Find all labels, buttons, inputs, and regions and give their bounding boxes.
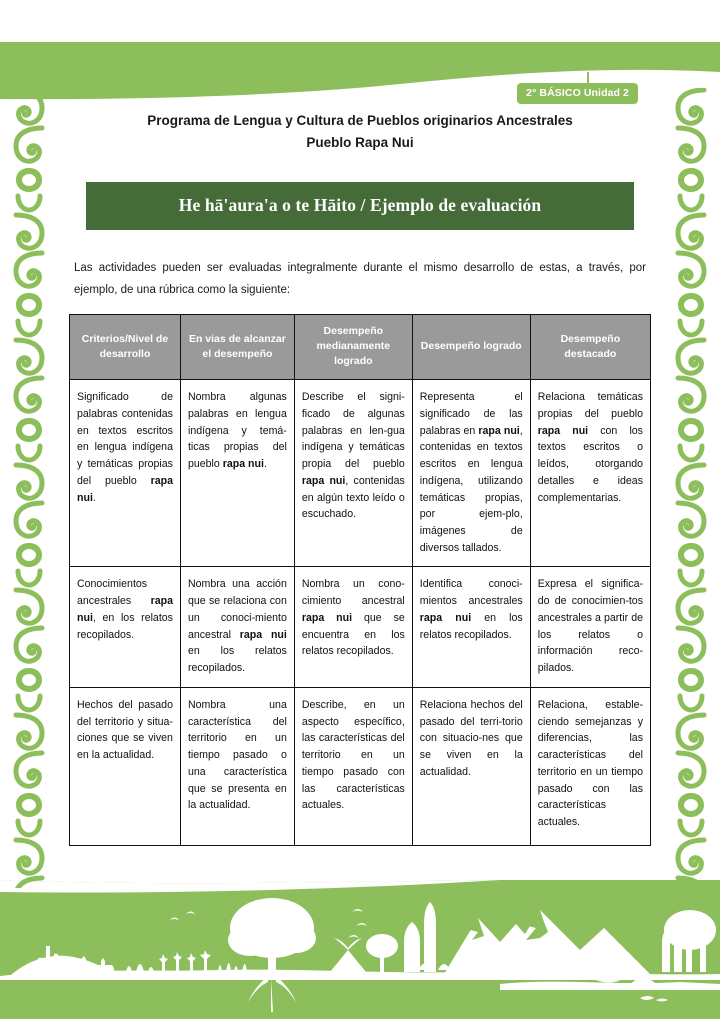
cell-medianamente: Describe, en un aspecto específico, las características del territorio en un tiempo pasado con las características actuales. — [294, 687, 412, 845]
column-header-medianamente: Desempeño medianamente logrado — [294, 315, 412, 380]
column-header-criterios: Criterios/Nivel de desarrollo — [70, 315, 181, 380]
column-header-en-vias: En vias de alcanzar el desempeño — [180, 315, 294, 380]
cell-logrado: Relaciona hechos del pasado del terri-torio con situacio-nes que se viven en la actualidad. — [412, 687, 530, 845]
section-banner: He hā'aura'a o te Hāito / Ejemplo de evaluación — [86, 182, 634, 230]
cell-en-vias: Nombra una característica del territorio en un tiempo pasado o una característica que se presenta en la actualidad. — [180, 687, 294, 845]
table-row — [70, 687, 651, 845]
rubric-table-wrapper — [69, 314, 651, 845]
cell-criterio: Conocimientos ancestrales rapa nui, en los relatos recopilados. — [70, 567, 181, 687]
intro-paragraph: Las actividades pueden ser evaluadas integralmente durante el mismo desarrollo de estas, a través, por ejemplo, de una rúbrica como la siguiente: — [74, 261, 646, 296]
rubric-table — [69, 314, 651, 845]
cell-destacado: Relaciona temáticas propias del pueblo rapa nui con los textos escritos o leídos, otorgando detalles e ideas complementarias. — [530, 380, 650, 567]
cell-criterio: Hechos del pasado del territorio y situa-ciones que se viven en la actualidad. — [70, 687, 181, 845]
column-header-destacado: Desempeño destacado — [530, 315, 650, 380]
document-title — [60, 110, 660, 155]
cell-destacado: Expresa el significa-do de conocimien-tos ancestrales a partir de los relatos o información reco-pilados. — [530, 567, 650, 687]
right-decorative-border — [674, 88, 708, 888]
cell-logrado: Representa el significado de las palabras en rapa nui, contenidas en textos escritos en lengua indígena, utilizando temáticas propias, por ejem-plo, imágenes de diversos tallados. — [412, 380, 530, 567]
left-decorative-border — [12, 88, 46, 888]
cell-logrado: Identifica conoci-mientos ancestrales rapa nui en los relatos recopilados. — [412, 567, 530, 687]
cell-criterio: Significado de palabras contenidas en textos escritos en lengua indígena y temáticas propias del pueblo rapa nui. — [70, 380, 181, 567]
cell-medianamente: Nombra un cono-cimiento ancestral rapa nui que se encuentra en los relatos recopilados. — [294, 567, 412, 687]
column-header-logrado: Desempeño logrado — [412, 315, 530, 380]
document-title-line-1: Programa de Lengua y Cultura de Pueblos originarios Ancestrales — [147, 113, 573, 128]
main-content — [60, 110, 660, 846]
document-title-line-2: Pueblo Rapa Nui — [306, 135, 414, 151]
table-row — [70, 380, 651, 567]
table-row — [70, 567, 651, 687]
unit-badge: 2° BÁSICO Unidad 2 — [517, 83, 638, 104]
cell-en-vias: Nombra una acción que se relaciona con un conoci-miento ancestral rapa nui en los relatos recopilados. — [180, 567, 294, 687]
rubric-table-body — [70, 380, 651, 846]
footer-landscape-band — [0, 880, 720, 1019]
cell-destacado: Relaciona, estable-ciendo semejanzas y diferencias, las características del territorio en un tiempo pasado con las características actuales. — [530, 687, 650, 845]
table-header-row — [70, 315, 651, 380]
cell-en-vias: Nombra algunas palabras en lengua indígena y temá-ticas propias del pueblo rapa nui. — [180, 380, 294, 567]
cell-medianamente: Describe el signi-ficado de algunas palabras en len-gua indígena y temáticas propia del pueblo rapa nui, contenidas en algún texto leído o escuchado. — [294, 380, 412, 567]
